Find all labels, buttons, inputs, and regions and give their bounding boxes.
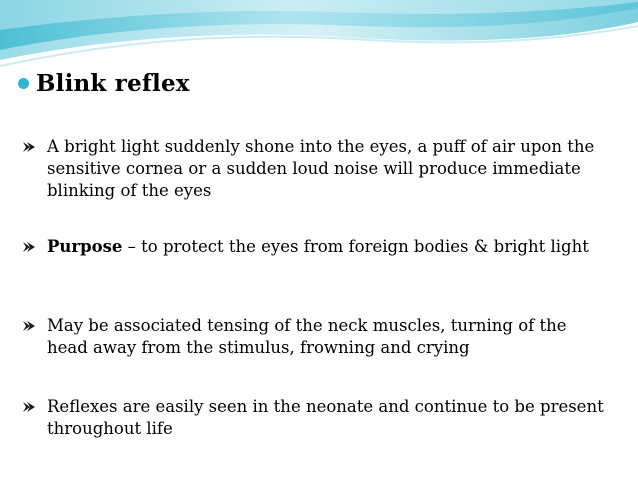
list-item: [22, 236, 612, 258]
title-bullet-icon: [18, 78, 29, 89]
list-item-text: A bright light suddenly shone into the eyes, a puff of air upon the sensitive cornea or a sudden loud noise will produce immediate blinking of the eyes: [47, 137, 595, 200]
purpose-text: – to protect the eyes from foreign bodies & bright light: [122, 237, 589, 256]
arrow-bullet-icon: [22, 136, 42, 158]
title-row: [18, 66, 190, 100]
list-item: [22, 315, 612, 359]
arrow-bullet-icon: [22, 236, 42, 258]
header-wave-decoration: [0, 0, 638, 70]
list-item-text: Reflexes are easily seen in the neonate and continue to be present throughout life: [47, 397, 604, 438]
slide-title: Blink reflex: [36, 69, 190, 97]
arrow-bullet-icon: [22, 396, 42, 418]
arrow-bullet-icon: [22, 315, 42, 337]
purpose-label: Purpose: [47, 237, 123, 256]
list-item-text: [47, 236, 612, 258]
list-item: [22, 396, 612, 440]
list-item-text: May be associated tensing of the neck muscles, turning of the head away from the stimulus, frowning and crying: [47, 316, 567, 357]
list-item: [22, 136, 612, 202]
